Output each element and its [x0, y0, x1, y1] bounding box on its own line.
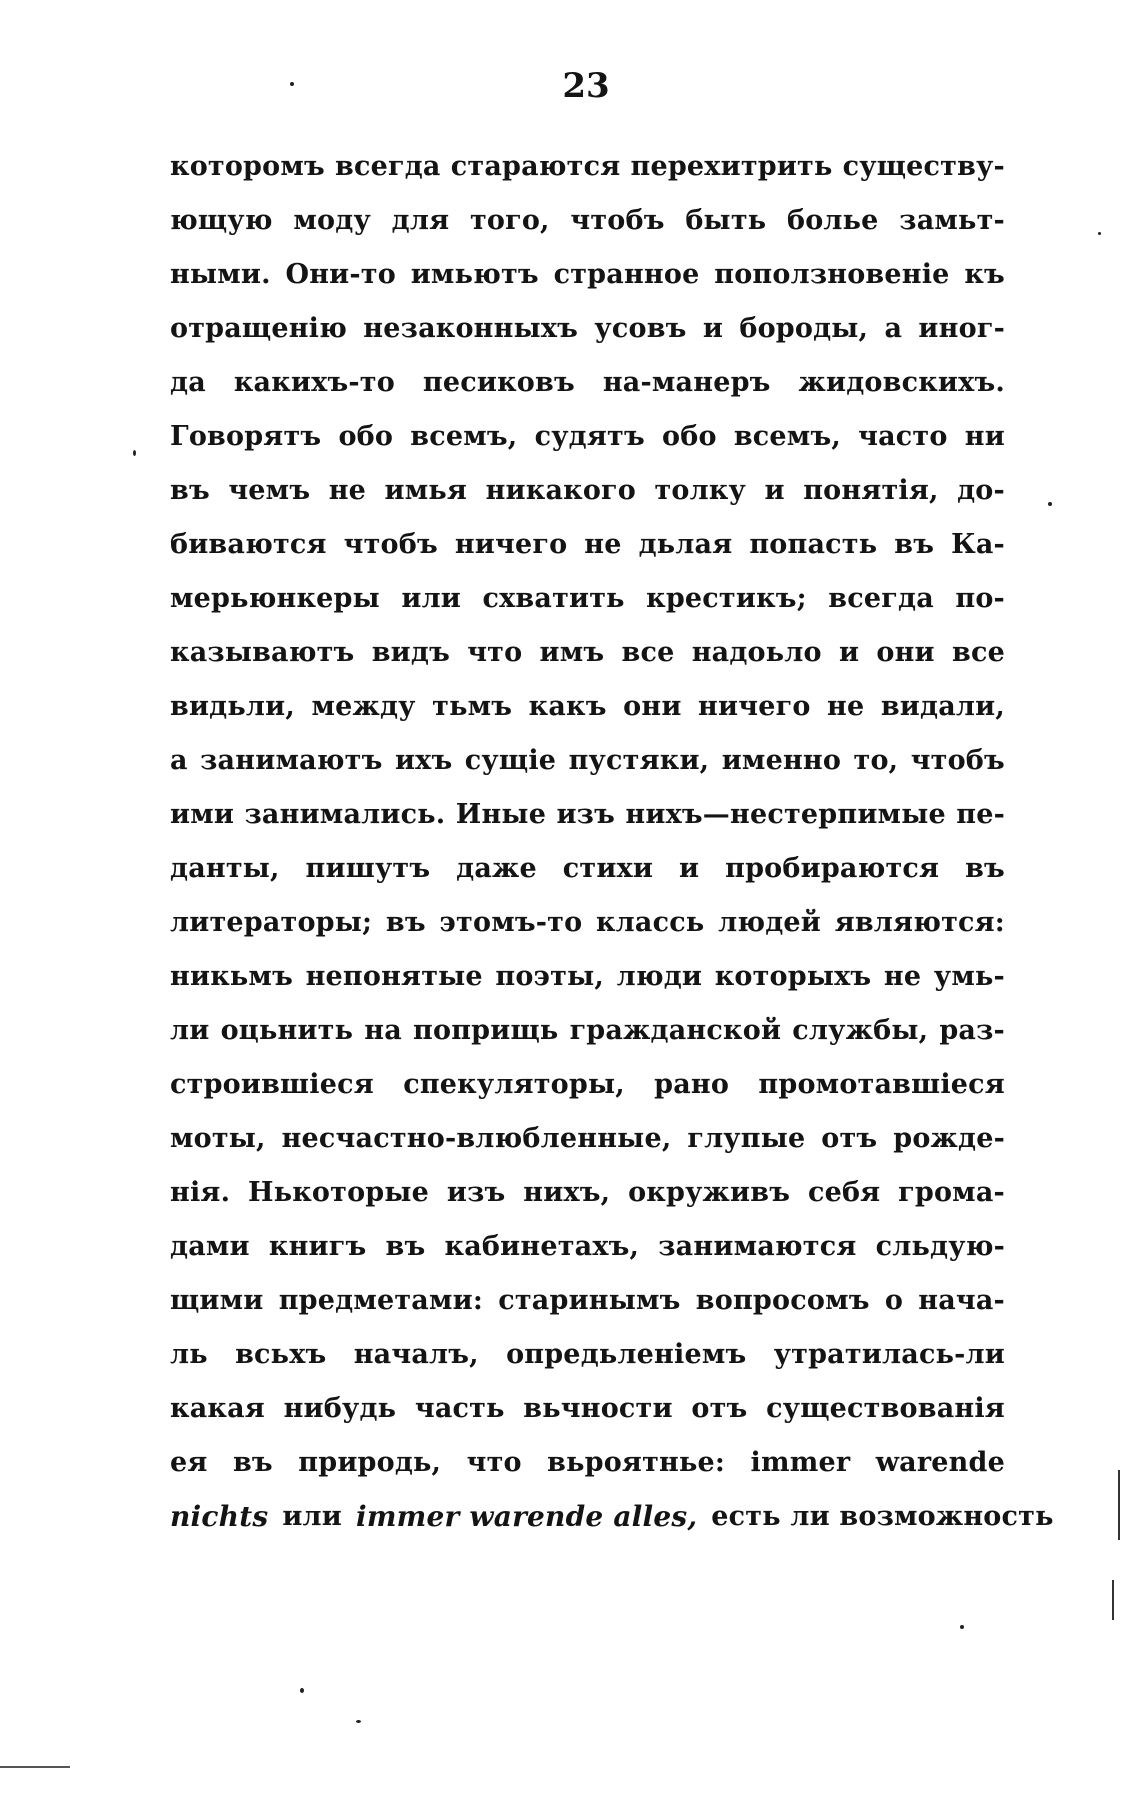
word: грома- — [898, 1177, 1005, 1208]
word: между — [311, 691, 416, 722]
word: и — [679, 853, 700, 884]
word: щими — [170, 1285, 264, 1316]
word: не — [827, 691, 865, 722]
word: а — [884, 313, 903, 344]
word: данты, — [170, 853, 280, 884]
word: понятія, — [803, 475, 939, 506]
word: окруживъ — [628, 1177, 791, 1208]
word: началъ, — [353, 1339, 479, 1370]
word: имьютъ — [410, 259, 539, 290]
word: того, — [469, 205, 550, 236]
body-text — [170, 140, 1005, 1490]
word: которомъ — [170, 151, 325, 182]
text-line — [170, 410, 1005, 464]
word: людей — [718, 907, 822, 938]
word: не — [328, 475, 367, 506]
word: спекуляторы, — [403, 1069, 625, 1100]
word: обо — [338, 421, 394, 452]
word: часто — [858, 421, 948, 452]
word: ея — [170, 1447, 208, 1478]
word: замьт- — [899, 205, 1005, 236]
word: warende — [875, 1447, 1005, 1478]
word: ль — [170, 1339, 208, 1370]
word: ющую — [170, 205, 273, 236]
word: пе- — [956, 799, 1005, 830]
text-line — [170, 734, 1005, 788]
page-number: 23 — [562, 66, 610, 106]
word: толку — [654, 475, 747, 506]
word: они — [876, 637, 935, 668]
word: они — [623, 691, 682, 722]
word: всегда — [335, 151, 441, 182]
word: этомъ-то — [439, 907, 583, 938]
word: по- — [955, 583, 1005, 614]
word: поэты, — [495, 961, 604, 992]
word: ничего — [454, 529, 568, 560]
word: все — [951, 637, 1005, 668]
word: быть — [685, 205, 767, 236]
word: стихи — [562, 853, 654, 884]
word: о — [884, 1285, 904, 1316]
word: въ — [170, 475, 210, 506]
print-speck — [290, 82, 294, 86]
word: раз- — [939, 1015, 1005, 1046]
word: рано — [654, 1069, 730, 1100]
scan-edge-rule — [0, 1766, 70, 1768]
word: пишутъ — [305, 853, 431, 884]
word: ничего — [698, 691, 811, 722]
word: глупые — [687, 1123, 806, 1154]
word: да — [170, 367, 206, 398]
text-line — [170, 464, 1005, 518]
text-line — [170, 1328, 1005, 1382]
word: видьли, — [170, 691, 295, 722]
word: занимаютъ — [200, 745, 383, 776]
word: незаконныхъ — [363, 313, 579, 344]
word: литераторы; — [170, 907, 373, 938]
word: попасть — [749, 529, 878, 560]
print-speck — [1098, 232, 1101, 235]
word: всегда — [828, 583, 934, 614]
word: занимались. — [244, 799, 446, 830]
text-line — [170, 1274, 1005, 1328]
word: сущіе — [464, 745, 557, 776]
text-fragment: есть ли возможность — [711, 1501, 1054, 1532]
word: какая — [170, 1393, 265, 1424]
word: въ — [385, 1231, 426, 1262]
word: иног- — [918, 313, 1005, 344]
word: вопросомъ — [695, 1285, 870, 1316]
word: классь — [595, 907, 705, 938]
word: нія. — [170, 1177, 231, 1208]
word: судятъ — [534, 421, 645, 452]
word: болье — [787, 205, 879, 236]
word: всемъ, — [410, 421, 518, 452]
text-line — [170, 1058, 1005, 1112]
word: нибудь — [283, 1393, 397, 1424]
word: и — [838, 637, 860, 668]
scan-edge-mark — [1112, 1580, 1114, 1620]
word: въ — [232, 1447, 273, 1478]
word: всьхъ — [235, 1339, 327, 1370]
word: оцьнить — [220, 1015, 354, 1046]
word: въ — [894, 529, 935, 560]
text-line — [170, 1112, 1005, 1166]
word: утратилась-ли — [773, 1339, 1005, 1370]
word: чтобъ — [343, 529, 438, 560]
print-speck — [133, 450, 136, 456]
word: усовъ — [594, 313, 687, 344]
word: пустяки, — [568, 745, 710, 776]
word: не — [584, 529, 622, 560]
text-line — [170, 1004, 1005, 1058]
print-speck — [960, 1625, 964, 1629]
word: старинымъ — [498, 1285, 681, 1316]
word: стараются — [450, 151, 621, 182]
word: и — [764, 475, 785, 506]
word: вьчности — [523, 1393, 673, 1424]
word: поприщь — [413, 1015, 559, 1046]
word: Они-то — [285, 259, 396, 290]
word: имъ — [539, 637, 605, 668]
print-speck — [356, 1720, 361, 1723]
word: отъ — [821, 1123, 878, 1154]
text-fragment: или — [282, 1501, 343, 1532]
word: себя — [807, 1177, 881, 1208]
word: всемъ, — [733, 421, 841, 452]
scan-edge-mark — [1118, 1470, 1120, 1540]
word: нихъ—нестерпимые — [625, 799, 946, 830]
word: опредьленіемъ — [506, 1339, 747, 1370]
text-line — [170, 572, 1005, 626]
word: Нькоторые — [248, 1177, 430, 1208]
text-line-last — [170, 1490, 1054, 1544]
text-line — [170, 950, 1005, 1004]
word: или — [401, 583, 462, 614]
word: строившіеся — [170, 1069, 374, 1100]
word: бороды, — [739, 313, 869, 344]
word: схватить — [482, 583, 625, 614]
word: вьроятнье: — [547, 1447, 726, 1478]
word: ихъ — [394, 745, 453, 776]
word: дьлая — [638, 529, 733, 560]
word: перехитрить — [630, 151, 833, 182]
word: дами — [170, 1231, 250, 1262]
word: чтобъ — [910, 745, 1005, 776]
text-line — [170, 1220, 1005, 1274]
word: видали, — [880, 691, 1005, 722]
word: часть — [414, 1393, 505, 1424]
word: биваются — [170, 529, 327, 560]
word: Ка- — [951, 529, 1005, 560]
word: чемъ — [228, 475, 311, 506]
word: книгъ — [268, 1231, 367, 1262]
word: отращенію — [170, 313, 348, 344]
word: ными. — [170, 259, 271, 290]
word: никьмъ — [170, 961, 293, 992]
word: мерьюнкеры — [170, 583, 380, 614]
word: изъ — [446, 1177, 506, 1208]
word: имья — [384, 475, 468, 506]
word: люди — [616, 961, 703, 992]
word: чтобъ — [570, 205, 665, 236]
word: то, — [853, 745, 899, 776]
word: рожде- — [893, 1123, 1005, 1154]
word: для — [391, 205, 450, 236]
print-speck — [1048, 502, 1052, 506]
text-line — [170, 680, 1005, 734]
text-line — [170, 1166, 1005, 1220]
word: immer — [750, 1447, 851, 1478]
word: изъ — [556, 799, 616, 830]
word: странное — [553, 259, 700, 290]
word: занимаются — [658, 1231, 857, 1262]
word: ими — [170, 799, 235, 830]
word: пробираются — [725, 853, 940, 884]
word: тьмъ — [432, 691, 513, 722]
text-line — [170, 842, 1005, 896]
word: являются: — [834, 907, 1005, 938]
word: песиковъ — [422, 367, 575, 398]
word: гражданской — [569, 1015, 782, 1046]
word: Говорятъ — [170, 421, 322, 452]
word: что — [467, 637, 523, 668]
word: все — [621, 637, 675, 668]
word: обо — [662, 421, 717, 452]
word: въ — [965, 853, 1005, 884]
word: которыхъ — [714, 961, 872, 992]
text-line — [170, 1436, 1005, 1490]
word: существу- — [842, 151, 1005, 182]
word: существованія — [766, 1393, 1005, 1424]
word: до- — [957, 475, 1005, 506]
word: предметами: — [278, 1285, 484, 1316]
word: несчастно-влюбленные, — [281, 1123, 672, 1154]
print-speck — [300, 1688, 304, 1693]
text-line — [170, 1382, 1005, 1436]
word: умь- — [933, 961, 1005, 992]
word: промотавшіеся — [758, 1069, 1005, 1100]
word: на — [364, 1015, 402, 1046]
word: ни — [964, 421, 1005, 452]
word: а — [170, 745, 188, 776]
word: никакого — [485, 475, 637, 506]
word: ли — [170, 1015, 210, 1046]
text-line — [170, 248, 1005, 302]
text-line — [170, 518, 1005, 572]
gothic-phrase: nichts — [170, 1500, 269, 1533]
word: природь, — [298, 1447, 442, 1478]
word: службы, — [792, 1015, 929, 1046]
word: отъ — [691, 1393, 748, 1424]
word: поползновеніе — [714, 259, 950, 290]
text-line — [170, 356, 1005, 410]
text-line — [170, 302, 1005, 356]
word: и — [702, 313, 724, 344]
word: къ — [964, 259, 1005, 290]
word: сльдую- — [875, 1231, 1005, 1262]
text-line — [170, 788, 1005, 842]
word: крестикъ; — [646, 583, 807, 614]
word: какихъ-то — [233, 367, 395, 398]
word: моду — [293, 205, 371, 236]
word: даже — [456, 853, 537, 884]
text-line — [170, 896, 1005, 950]
text-line — [170, 194, 1005, 248]
text-line — [170, 626, 1005, 680]
word: какъ — [528, 691, 607, 722]
word: кабинетахъ, — [444, 1231, 640, 1262]
word: въ — [385, 907, 426, 938]
word: казываютъ — [170, 637, 355, 668]
word: именно — [721, 745, 842, 776]
word: видъ — [371, 637, 450, 668]
word: нихъ, — [523, 1177, 611, 1208]
word: Иные — [455, 799, 547, 830]
word: надоьло — [691, 637, 822, 668]
word: на-манеръ — [602, 367, 771, 398]
word: что — [466, 1447, 522, 1478]
word: моты, — [170, 1123, 266, 1154]
gothic-phrase: immer warende alles, — [356, 1500, 698, 1533]
text-line — [170, 140, 1005, 194]
word: не — [883, 961, 922, 992]
word: нача- — [918, 1285, 1005, 1316]
word: жидовскихъ. — [798, 367, 1005, 398]
word: непонятые — [305, 961, 483, 992]
